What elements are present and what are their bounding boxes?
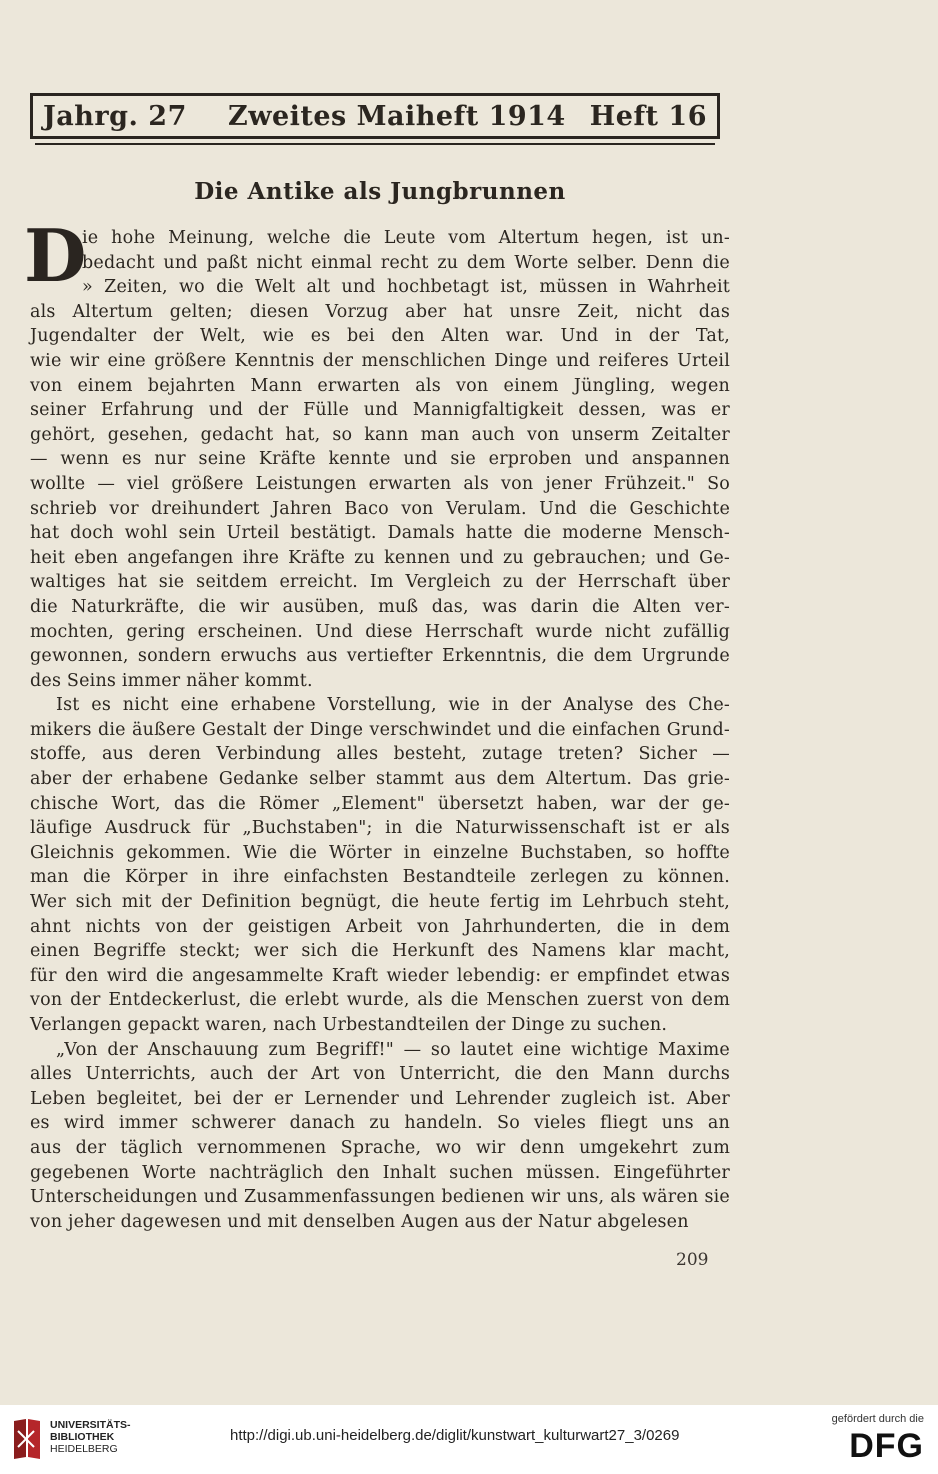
text-line: waltiges hat sie seitdem erreicht. Im Vergleich zu der Herrschaft über	[30, 572, 730, 593]
drop-cap: D	[24, 213, 87, 298]
dfg-logo: DFG	[849, 1427, 924, 1465]
text-line: schrieb vor dreihundert Jahren Baco von Verulam. Und die Geschichte	[30, 498, 730, 519]
text-line: — wenn es nur seine Kräfte kennte und sie erproben und anspannen	[30, 449, 730, 470]
text-line: gehört, gesehen, gedacht hat, so kann man auch von unserm Zeitalter	[30, 424, 730, 445]
text-line: » Zeiten, wo die Welt alt und hochbetagt ist, müssen in Wahrheit	[82, 277, 730, 298]
text-line: wie wir eine größere Kenntnis der menschlichen Dinge und reiferes Urteil	[30, 350, 730, 371]
text-line: Gleichnis gekommen. Wie die Wörter in einzelne Buchstaben, so hoffte	[30, 842, 730, 863]
text-line: ie hohe Meinung, welche die Leute vom Altertum hegen, ist un-	[82, 228, 730, 248]
text-line: chische Wort, das die Römer „Element" übersetzt haben, war der ge-	[30, 793, 730, 814]
text-line: „Von der Anschauung zum Begriff!" — so lautet eine wichtige Maxime	[56, 1039, 730, 1060]
text-line: mikers die äußere Gestalt der Dinge verschwindet und die einfachen Grund-	[30, 719, 730, 740]
text-line: stoffe, aus deren Verbindung alles besteht, zutage treten? Sicher —	[30, 744, 730, 765]
text-line: die Naturkräfte, die wir ausüben, muß das, was darin die Alten ver-	[30, 596, 730, 617]
funding-note: gefördert durch die	[831, 1413, 924, 1425]
source-url-link[interactable]: http://digi.ub.uni-heidelberg.de/diglit/kunstwart_kulturwart27_3/0269	[230, 1427, 680, 1444]
text-line: Jugendalter der Welt, wie es bei den Alten war. Und in der Tat,	[30, 326, 730, 347]
text-line: heit eben angefangen ihre Kräfte zu kennen und zu gebrauchen; und Ge-	[30, 547, 730, 568]
article-title: Die Antike als Jungbrunnen	[194, 178, 566, 205]
text-line: gewonnen, sondern erwuchs aus vertiefter Erkenntnis, die dem Urgrunde	[30, 646, 730, 667]
text-line: alles Unterrichts, auch der Art von Unterricht, die den Mann durchs	[30, 1064, 730, 1085]
text-line: des Seins immer näher kommt.	[30, 670, 313, 691]
text-line: man die Körper in ihre einfachsten Bestandteile zerlegen zu können.	[30, 867, 730, 888]
text-line: läufige Ausdruck für „Buchstaben"; in die Naturwissenschaft ist er als	[30, 818, 730, 839]
text-line: von jeher dagewesen und mit denselben Augen aus der Natur abgelesen	[30, 1211, 689, 1232]
text-line: mochten, gering erscheinen. Und diese Herrschaft wurde nicht zufällig	[30, 621, 730, 642]
text-line: seiner Erfahrung und der Fülle und Mannigfaltigkeit dessen, was er	[30, 400, 730, 421]
page-number: 209	[676, 1250, 709, 1270]
text-line: aus der täglich vernommenen Sprache, wo wir denn umgekehrt zum	[30, 1137, 730, 1158]
text-line: aber der erhabene Gedanke selber stammt aus dem Altertum. Das grie-	[30, 769, 730, 790]
text-line: gegebenen Worte nachträglich den Inhalt suchen müssen. Eingeführter	[30, 1162, 730, 1183]
text-line: einen Begriffe steckt; wer sich die Herkunft des Namens klar macht,	[30, 941, 730, 962]
text-line: Leben begleitet, bei der er Lernender und Lehrender zugleich ist. Aber	[30, 1088, 730, 1109]
header-volume: Jahrg. 27	[43, 101, 187, 132]
text-line: es wird immer schwerer danach zu handeln. So vieles fliegt uns an	[30, 1113, 730, 1134]
text-line: Ist es nicht eine erhabene Vorstellung, wie in der Analyse des Che-	[56, 695, 730, 716]
text-line: wollte — viel größere Leistungen erwarten als von jener Frühzeit." So	[30, 473, 730, 494]
text-line: Verlangen gepackt waren, nach Urbestandteilen der Dinge zu suchen.	[30, 1015, 668, 1035]
article-body	[30, 226, 730, 1234]
library-logo-icon	[12, 1417, 42, 1461]
header-issue-date: Zweites Maiheft 1914	[228, 101, 566, 132]
text-line: Wer sich mit der Definition begnügt, die heute fertig im Lehrbuch steht,	[30, 892, 730, 913]
text-line: für den wird die angesammelte Kraft wieder lebendig: er empfindet etwas	[30, 965, 730, 986]
header-issue-number: Heft 16	[589, 101, 707, 132]
text-line: als Altertum gelten; diesen Vorzug aber hat unsre Zeit, nicht das	[30, 301, 730, 322]
text-line: bedacht und paßt nicht einmal recht zu dem Worte selber. Denn die	[82, 252, 730, 273]
text-line: Unterscheidungen und Zusammenfassungen bedienen wir uns, als wären sie	[30, 1187, 730, 1208]
running-header	[30, 93, 720, 139]
text-line: ahnt nichts von der geistigen Arbeit von Jahrhunderten, die in dem	[30, 916, 730, 937]
text-line: von der Entdeckerlust, die erlebt wurde, als die Menschen zuerst von dem	[30, 990, 730, 1011]
library-name: UNIVERSITÄTS- BIBLIOTHEK HEIDELBERG	[50, 1419, 131, 1455]
text-line: von einem bejahrten Mann erwarten als von einem Jüngling, wegen	[30, 375, 730, 396]
footer-bar	[0, 1405, 938, 1474]
text-line: hat doch wohl sein Urteil bestätigt. Damals hatte die moderne Mensch-	[30, 523, 730, 544]
